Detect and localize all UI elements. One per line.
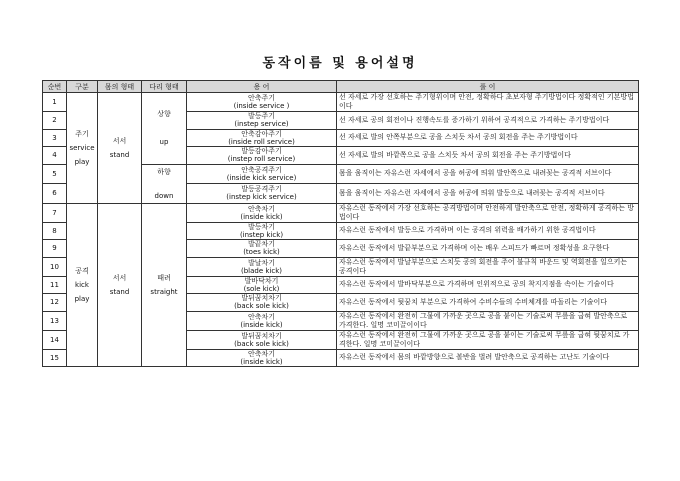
desc-cell: 자유스런 동작에서 완전히 그물에 가까운 곳으로 공을 붙이는 기술로써 무릎을 굽혀 발안축으로 가격한다. 일명 코미끌이이다 (337, 311, 639, 330)
term-cell: 안축공격주기 (inside kick service) (187, 164, 337, 184)
page-title: 동작이름 및 용어설명 (262, 56, 418, 71)
table-row (43, 203, 639, 222)
leg-down-cell: 하향 down (142, 164, 187, 203)
row-num: 8 (43, 222, 67, 240)
row-num: 12 (43, 294, 67, 312)
desc-cell: 몸을 움직이는 자유스런 자세에서 공을 허공에 띄워 발등으로 내려꽂는 공격적 서브이다 (337, 184, 639, 204)
kind-kick-cell: 공격 kick play (67, 203, 98, 367)
row-num: 1 (43, 93, 67, 112)
desc-cell: 자유스런 동작에서 가장 선호하는 공격방법이며 안전하게 발안축으로 안전, 정확하게 공격하는 방법이다 (337, 203, 639, 222)
desc-cell: 몸을 움직이는 자유스런 자세에서 공을 허공에 띄워 발안쪽으로 내려꽂는 공격적 서브이다 (337, 164, 639, 184)
term-cell: 발뒤꿈치차기 (back sole kick) (187, 294, 337, 312)
desc-cell: 자유스런 동작에서 발바닥부분으로 가격하며 인위적으로 공의 착지지점을 속이는 기술이다 (337, 276, 639, 294)
header-term: 용 어 (187, 81, 337, 93)
row-num: 4 (43, 147, 67, 165)
terminology-table (42, 80, 639, 367)
desc-cell: 선 자세로 발의 안쪽부분으로 공을 스치듯 차서 공의 회전을 주는 주기방법이다 (337, 129, 639, 147)
row-num: 13 (43, 311, 67, 330)
row-num: 14 (43, 330, 67, 349)
term-cell: 발등공격주기 (instep kick service) (187, 184, 337, 204)
body-kick-cell: 서서 stand (98, 203, 142, 367)
desc-cell: 자유스런 동작에서 발등으로 가격하며 이는 공격의 위력을 배가하기 위한 공격법이다 (337, 222, 639, 240)
header-desc: 풀 이 (337, 81, 639, 93)
desc-cell: 자유스런 동작에서 발끝부분으로 가격하며 이는 배우 스피드가 빠르며 정확성을 요구한다 (337, 240, 639, 258)
desc-cell: 선 자세로 발의 바깥쪽으로 공을 스치듯 차서 공의 회전을 주는 주기방법이다 (337, 147, 639, 165)
term-cell: 안축주기 (inside service ) (187, 93, 337, 112)
header-kind: 구분 (67, 81, 98, 93)
body-service-cell: 서서 stand (98, 93, 142, 204)
term-cell: 발등감아주기 (instep roll service) (187, 147, 337, 165)
term-cell: 발날차기 (blade kick) (187, 257, 337, 276)
row-num: 3 (43, 129, 67, 147)
term-cell: 발등차기 (instep kick) (187, 222, 337, 240)
row-num: 2 (43, 112, 67, 130)
row-num: 10 (43, 257, 67, 276)
term-cell: 안축차기 (inside kick) (187, 349, 337, 367)
row-num: 9 (43, 240, 67, 258)
leg-straight-cell: 때려 straight (142, 203, 187, 367)
header-leg: 다리 형태 (142, 81, 187, 93)
row-num: 5 (43, 164, 67, 184)
desc-cell: 자유스런 동작에서 몸의 바깥방향으로 볼반을 벌려 발안축으로 공격하는 고난도 기술이다 (337, 349, 639, 367)
desc-cell: 자유스런 동작에서 완전히 그물에 가까운 곳으로 공을 붙이는 기술로써 무릎을 굽혀 뒷꿈치로 가격한다. 일명 코미끌이이다 (337, 330, 639, 349)
row-num: 15 (43, 349, 67, 367)
term-cell: 안축차기 (inside kick) (187, 203, 337, 222)
desc-cell: 선 자세로 공의 회전이나 진행속도를 증가하기 위하여 공격적으로 가격하는 주기방법이다 (337, 112, 639, 130)
desc-cell: 자유스런 동작에서 뒷꿈치 부분으로 가격하여 수비수들의 수비체계를 따돌리는 기술이다 (337, 294, 639, 312)
term-cell: 발뒤꿈치차기 (back sole kick) (187, 330, 337, 349)
term-cell: 발끝차기 (toes kick) (187, 240, 337, 258)
row-num: 7 (43, 203, 67, 222)
header-num: 순번 (43, 81, 67, 93)
table-header-row (43, 81, 639, 93)
desc-cell: 자유스런 동작에서 발날부분으로 스치듯 공의 회전을 주어 불규칙 바운드 및 역회전을 일으키는 공격이다 (337, 257, 639, 276)
term-cell: 안축차기 (inside kick) (187, 311, 337, 330)
kind-service-cell: 주기 service play (67, 93, 98, 204)
row-num: 6 (43, 184, 67, 204)
desc-cell: 선 자세로 가장 선호하는 주기형위이며 안전, 정확하다 초보자형 주기방법이다 정확적인 기본방법이다 (337, 93, 639, 112)
leg-up-cell: 상향 up (142, 93, 187, 165)
term-cell: 안축감아주기 (inside roll service) (187, 129, 337, 147)
header-body: 몸의 형태 (98, 81, 142, 93)
table-row (43, 93, 639, 112)
term-cell: 발등주기 (instep service) (187, 112, 337, 130)
term-cell: 발바닥차기 (sole kick) (187, 276, 337, 294)
row-num: 11 (43, 276, 67, 294)
